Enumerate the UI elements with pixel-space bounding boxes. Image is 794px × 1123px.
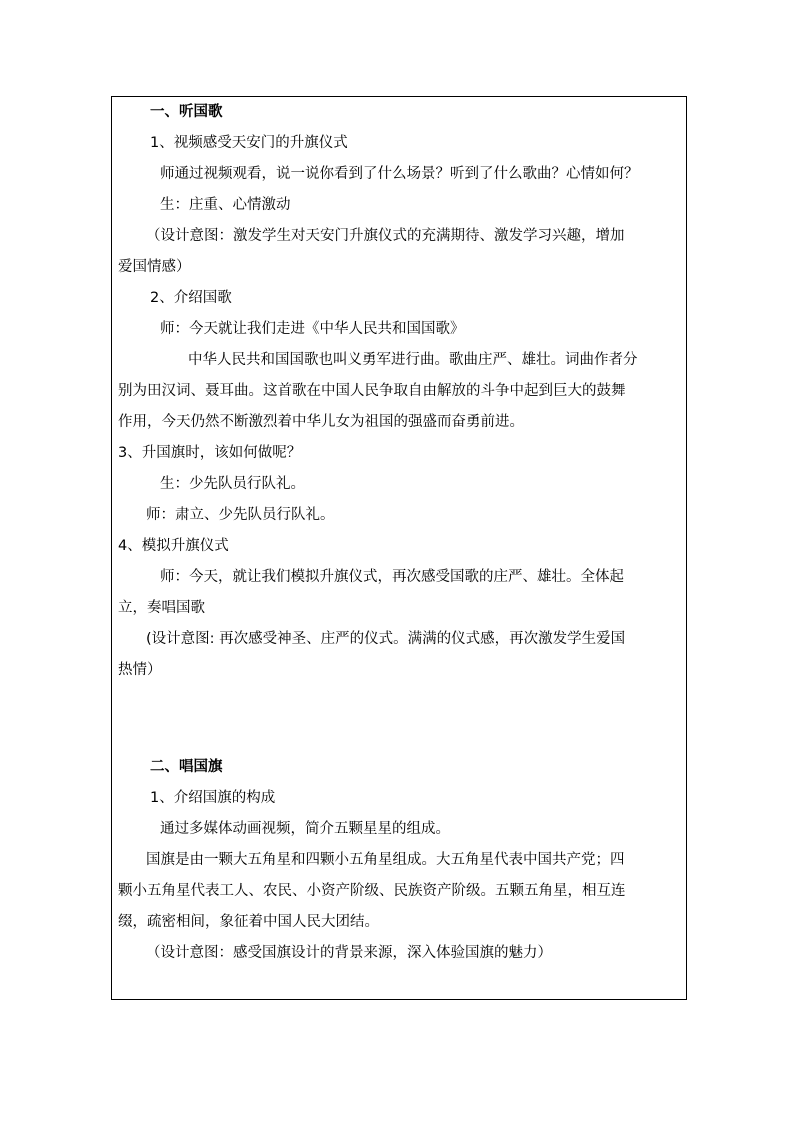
anthem-paragraph-line3: 作用，今天仍然不断激烈着中华儿女为祖国的强盛而奋勇前进。 (118, 414, 524, 430)
teacher-prompt: 师通过视频观看，说一说你看到了什么场景？听到了什么歌曲？心情如何？ (160, 166, 639, 182)
ceremony-line1: 师：今天，就让我们模拟升旗仪式，再次感受国歌的庄严、雄壮。全体起 (160, 569, 624, 585)
section1-item1-title: 1、视频感受天安门的升旗仪式 (150, 135, 348, 151)
design-intent-2-line1: (设计意图: 再次感受神圣、庄严的仪式。满满的仪式感，再次激发学生爱国 (146, 631, 626, 647)
design-intent-1-line1: （设计意图：激发学生对天安门升旗仪式的充满期待、激发学习兴趣，增加 (146, 228, 625, 244)
flag-paragraph-line1: 国旗是由一颗大五角星和四颗小五角星组成。大五角星代表中国共产党；四 (146, 852, 625, 868)
section2-item1-title: 1、介绍国旗的构成 (150, 790, 276, 806)
design-intent-2-line2: 热情） (118, 662, 162, 678)
section1-item2-title: 2、介绍国歌 (150, 290, 232, 306)
anthem-paragraph-line1: 中华人民共和国国歌也叫义勇军进行曲。歌曲庄严、雄壮。词曲作者分 (188, 352, 638, 368)
student-salute: 生：少先队员行队礼。 (160, 476, 305, 492)
video-intro: 通过多媒体动画视频，简介五颗星星的组成。 (160, 821, 450, 837)
anthem-paragraph-line2: 别为田汉词、聂耳曲。这首歌在中国人民争取自由解放的斗争中起到巨大的鼓舞 (118, 383, 626, 399)
design-intent-3: （设计意图：感受国旗设计的背景来源，深入体验国旗的魅力） (146, 945, 552, 961)
flag-paragraph-line2: 颗小五角星代表工人、农民、小资产阶级、民族资产阶级。五颗五角星，相互连 (118, 883, 626, 899)
section2-heading: 二、唱国旗 (150, 759, 223, 775)
design-intent-1-line2: 爱国情感） (118, 259, 191, 275)
flag-paragraph-line3: 缀，疏密相间，象征着中国人民大团结。 (118, 914, 379, 930)
teacher-salute: 师：肃立、少先队员行队礼。 (146, 507, 335, 523)
section1-item3-title: 3、升国旗时，该如何做呢？ (118, 445, 302, 461)
section1-heading: 一、听国歌 (150, 104, 223, 120)
ceremony-line2: 立，奏唱国歌 (118, 600, 205, 616)
student-reply: 生：庄重、心情激动 (160, 197, 291, 213)
section1-item4-title: 4、模拟升旗仪式 (118, 538, 229, 554)
teacher-intro: 师：今天就让我们走进《中华人民共和国国歌》 (160, 321, 465, 337)
